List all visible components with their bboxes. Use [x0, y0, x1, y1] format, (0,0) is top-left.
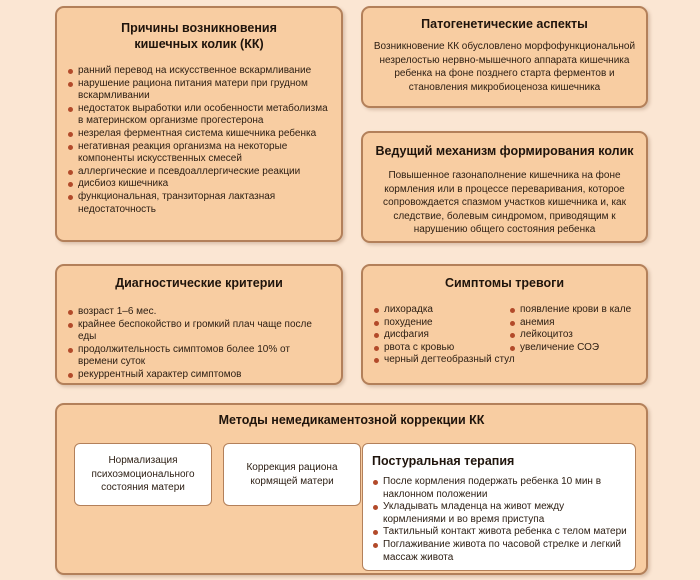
list-item: ранний перевод на искусственное вскармливание — [67, 65, 331, 78]
pathogenesis-box — [361, 6, 648, 108]
list-item: Укладывать младенца на живот между кормлениями и во время приступа — [372, 501, 629, 526]
diagnostics-list — [67, 306, 331, 382]
list-item: Тактильный контакт живота ребенка с телом матери — [372, 526, 629, 539]
method-diet-text: Коррекция рациона кормящей матери — [246, 462, 338, 487]
list-item: появление крови в кале — [509, 304, 639, 317]
diagnostics-title: Диагностические критерии — [115, 276, 283, 290]
alarms-list-left — [373, 304, 515, 367]
alarms-title: Симптомы тревоги — [444, 276, 565, 290]
list-item: лейкоцитоз — [509, 329, 639, 342]
list-item: черный дегтеобразный стул — [373, 354, 509, 367]
mechanism-title: Ведущий механизм формирования колик — [375, 144, 634, 158]
method-postural-box — [362, 443, 636, 571]
postural-title: Постуральная терапия — [372, 454, 515, 468]
list-item: увеличение СОЭ — [509, 342, 639, 355]
list-item: рвота с кровью — [373, 342, 509, 355]
methods-box — [55, 403, 648, 575]
list-item: недостаток выработки или особенности метаболизма в материнском организме прогестерона — [67, 103, 331, 128]
list-item: анемия — [509, 317, 639, 330]
list-item: После кормления подержать ребенка 10 мин в наклонном положении — [372, 476, 629, 501]
pathogenesis-text: Возникновение КК обусловлено морфофункциональной незрелостью нервно-мышечного аппарата кишечника ребенка на фоне позднего старта ферментов и становления микробиоценоза кишечника — [373, 41, 636, 93]
causes-title-line1: Причины возникновения — [121, 21, 277, 35]
list-item: возраст 1–6 мес. — [67, 306, 331, 319]
alarms-box — [361, 264, 648, 385]
list-item: рекуррентный характер симптомов — [67, 369, 331, 382]
method-psycho-box — [74, 443, 212, 506]
list-item: аллергические и псевдоаллергические реакции — [67, 166, 331, 179]
list-item: незрелая ферментная система кишечника ребенка — [67, 128, 331, 141]
list-item: Поглаживание живота по часовой стрелке и легкий массаж живота — [372, 539, 629, 564]
list-item: лихорадка — [373, 304, 509, 317]
list-item: продолжительность симптомов более 10% от времени суток — [67, 344, 331, 369]
alarms-columns — [373, 304, 640, 367]
methods-title: Методы немедикаментозной коррекции КК — [218, 413, 485, 427]
list-item: крайнее беспокойство и громкий плач чаще после еды — [67, 319, 331, 344]
list-item: похудение — [373, 317, 509, 330]
method-psycho-text: Нормализация психоэмоционального состояния матери — [91, 455, 195, 494]
list-item: нарушение рациона питания матери при грудном вскармливании — [67, 78, 331, 103]
postural-list — [372, 476, 629, 564]
causes-title-line2: кишечных колик (КК) — [134, 37, 264, 51]
mechanism-box — [361, 131, 648, 243]
diagnostics-box — [55, 264, 343, 385]
method-diet-box — [223, 443, 361, 506]
causes-title — [57, 20, 341, 52]
list-item: дисфагия — [373, 329, 509, 342]
list-item: негативная реакция организма на некоторые компоненты искусственных смесей — [67, 141, 331, 166]
causes-box — [55, 6, 343, 242]
list-item: дисбиоз кишечника — [67, 178, 331, 191]
list-item: функциональная, транзиторная лактазная недостаточность — [67, 191, 331, 216]
causes-list — [67, 65, 331, 216]
mechanism-text: Повышенное газонаполнение кишечника на фоне кормления или в процессе переваривания, которое сопровождается спазмом участков кишечника и, как следствие, болевым синдромом, приводящим к нарушению общего состояния ребенка — [382, 170, 626, 235]
alarms-list-right — [509, 304, 639, 367]
pathogenesis-title: Патогенетические аспекты — [421, 17, 588, 31]
